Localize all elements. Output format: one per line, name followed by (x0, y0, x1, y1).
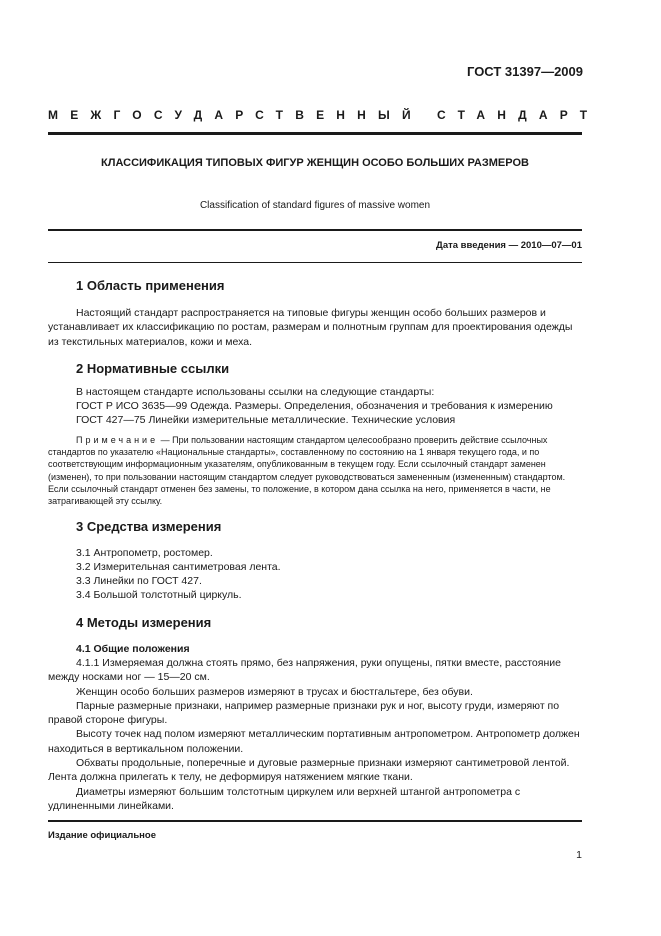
category-right: СТАНДАРТ (437, 108, 600, 122)
page-number: 1 (576, 849, 582, 861)
section-2-heading: 2 Нормативные ссылки (76, 361, 230, 376)
note (48, 434, 582, 507)
footer-rule (48, 820, 582, 822)
category-left: МЕЖГОСУДАРСТВЕННЫЙ (48, 108, 423, 122)
section-3-heading: 3 Средства измерения (76, 519, 222, 534)
header-rule (48, 132, 582, 135)
note-text: — При пользовании настоящим стандартом целесообразно проверить действие ссылочных стандартов по указателю «Национальные стандарты», составленному по состоянию на 1 января текущего года, и по соответствующим информационным указателям, опубликованным в текущем году. Если ссылочный стандарт заменен (изменен), то при пользовании настоящим стандартом следует руководствоваться замененным (измененным) стандартом. Если ссылочный стандарт отменен без замены, то положение, в котором дана ссылка на него, применяется в части, не затрагивающей эту ссылку. (48, 435, 566, 507)
gost-number: ГОСТ 31397—2009 (467, 64, 583, 79)
reference-gost-r-iso-3635: ГОСТ Р ИСО 3635—99 Одежда. Размеры. Определения, обозначения и требования к измерению (76, 400, 553, 412)
paragraph: Парные размерные признаки, например размерные признаки рук и ног, высоту груди, измеряют по правой стороне фигуры. (48, 699, 560, 727)
document-subtitle: Classification of standard figures of massive women (199, 200, 431, 211)
paragraph: Женщин особо больших размеров измеряют в трусах и бюстгальтере, без обуви. (76, 685, 473, 698)
section-1-heading: 1 Область применения (76, 278, 225, 293)
references-intro: В настоящем стандарте использованы ссылки на следующие стандарты: (76, 386, 435, 398)
paragraph: Высоту точек над полом измеряют металлическим портативным антропометром. Антропометр должен находиться в вертикальном положении. (48, 728, 580, 755)
note-label: Примечание (76, 435, 159, 445)
list-item: 3.4 Большой толстотный циркуль. (76, 589, 242, 601)
paragraph: Обхваты продольные, поперечные и дуговые размерные признаки измеряют сантиметровой лентой. Лента должна прилегать к телу, не деформируя натяжением мягкие ткани. (48, 757, 570, 784)
section-4-heading: 4 Методы измерения (76, 615, 212, 630)
paragraph: 4.1.1 Измеряемая должна стоять прямо, без напряжения, руки опущены, пятки вместе, расстояние между носками ног — 15—20 см. (48, 657, 561, 684)
reference-gost-427: ГОСТ 427—75 Линейки измерительные металлические. Технические условия (76, 414, 456, 426)
list-item: 3.2 Измерительная сантиметровая лента. (76, 561, 281, 573)
date-rule (48, 262, 582, 263)
paragraph: Диаметры измеряют большим толстотным циркулем или верхней штангой антропометра с удлиненными линейками. (48, 785, 521, 812)
title-rule (48, 229, 582, 231)
edition-label: Издание официальное (48, 830, 156, 841)
list-item: 3.1 Антропометр, ростомер. (76, 547, 213, 559)
document-title: КЛАССИФИКАЦИЯ ТИПОВЫХ ФИГУР ЖЕНЩИН ОСОБО БОЛЬШИХ РАЗМЕРОВ (101, 157, 529, 169)
section-4-text (48, 656, 582, 813)
subsection-4-1-heading: 4.1 Общие положения (76, 643, 190, 655)
date-introduced: Дата введения — 2010—07—01 (436, 240, 582, 251)
list-item: 3.3 Линейки по ГОСТ 427. (76, 575, 202, 587)
section-1-text: Настоящий стандарт распространяется на типовые фигуры женщин особо больших размеров и устанавливает их классификацию по ростам, размерам и полнотным группам для проектирования одежды из текстильных материалов, кожи и меха. (48, 307, 573, 348)
